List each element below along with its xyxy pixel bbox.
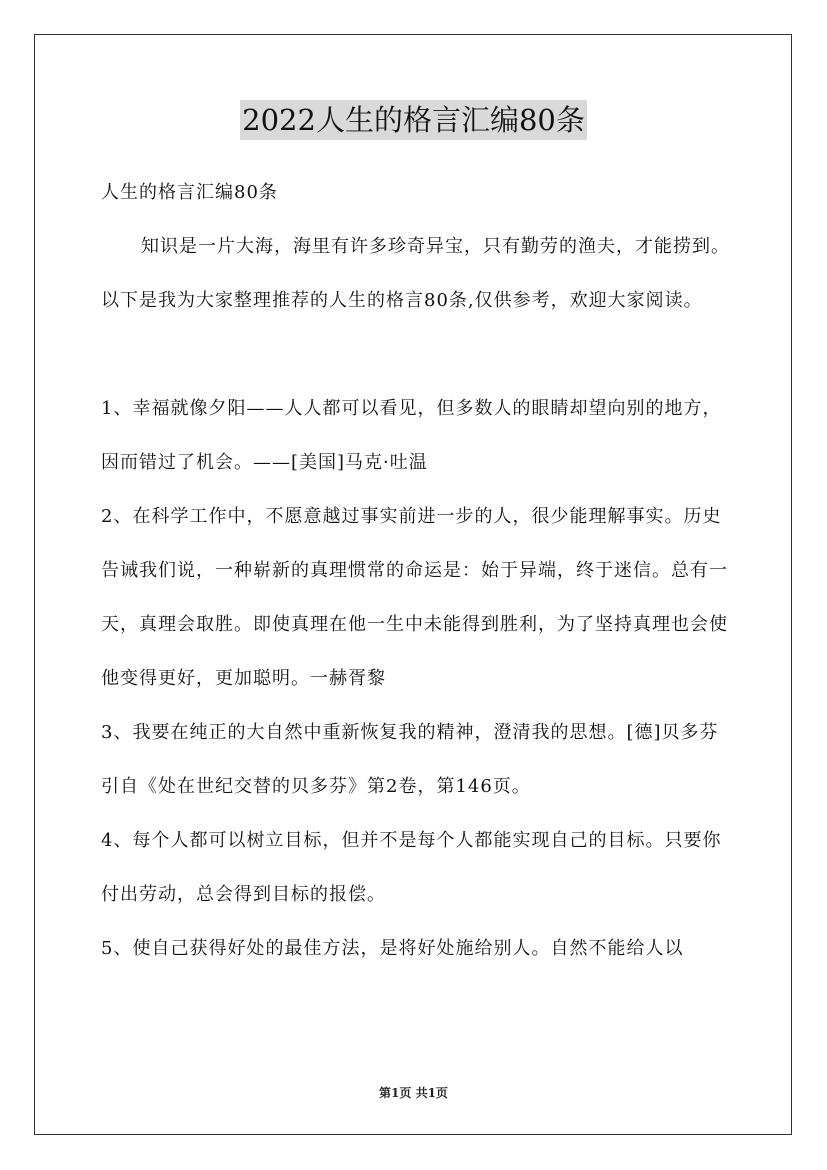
document-subtitle: 人生的格言汇编80条 <box>101 182 278 203</box>
paragraph-spacer <box>101 328 731 382</box>
quote-item-5: 5、使自己获得好处的最佳方法，是将好处施给别人。自然不能给人以 <box>101 938 684 959</box>
quote-item-4: 4、每个人都可以树立目标，但并不是每个人都能实现自己的目标。只要你付出劳动，总会得到目标的报偿。 <box>101 830 722 905</box>
title-container <box>0 100 827 140</box>
document-body <box>101 166 731 976</box>
quote-item-2: 2、在科学工作中，不愿意越过事实前进一步的人，很少能理解事实。历史告诫我们说，一种崭新的真理惯常的命运是：始于异端，终于迷信。总有一天，真理会取胜。即使真理在他一生中未能得到胜利，为了坚持真理也会使他变得更好，更加聪明。一赫胥黎 <box>101 506 728 689</box>
intro-paragraph: 知识是一片大海，海里有许多珍奇异宝，只有勤劳的渔夫，才能捞到。以下是我为大家整理推荐的人生的格言80条,仅供参考，欢迎大家阅读。 <box>101 236 730 311</box>
document-title: 2022人生的格言汇编80条 <box>240 100 587 140</box>
page-footer: 第1页 共1页 <box>379 1086 448 1100</box>
quote-item-3: 3、我要在纯正的大自然中重新恢复我的精神，澄清我的思想。[德]贝多芬引自《处在世纪交替的贝多芬》第2卷，第146页。 <box>101 722 719 797</box>
quote-item-1: 1、幸福就像夕阳——人人都可以看见，但多数人的眼睛却望向别的地方，因而错过了机会。——[美国]马克·吐温 <box>101 398 722 473</box>
